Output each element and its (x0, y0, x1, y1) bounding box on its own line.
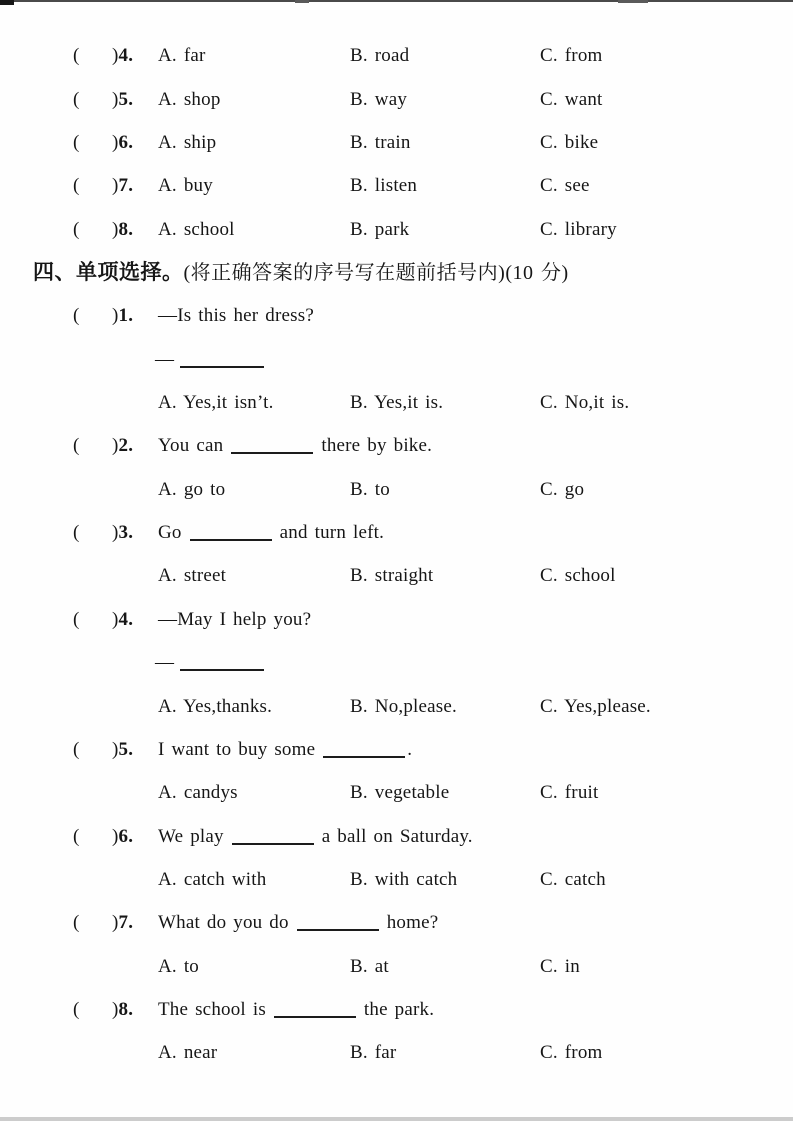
option-b: B. park (350, 219, 410, 240)
answer-bracket-close-num (112, 598, 133, 641)
question-number: 2. (118, 435, 134, 456)
question-number: 6. (118, 132, 134, 153)
close-paren: ) (112, 175, 119, 196)
stem-post: a ball on Saturday. (321, 826, 473, 847)
answer-bracket-open: ( (73, 435, 80, 456)
question-number: 4. (118, 609, 134, 630)
question-number: 3. (118, 522, 134, 543)
p4-q7-options (0, 945, 793, 988)
answer-bracket-open: ( (73, 305, 80, 326)
scan-edge-bottom (0, 1117, 793, 1121)
option-a: A. candys (158, 782, 238, 803)
stem-post: there by bike. (321, 435, 433, 456)
stem-pre: What do you do (158, 912, 289, 933)
p4-q3-stem (0, 511, 793, 554)
option-b: B. far (350, 1042, 397, 1063)
answer-bracket-close-num (112, 901, 133, 944)
fill-blank (180, 347, 264, 368)
stem-post: the park. (363, 999, 435, 1020)
scan-corner-mark (0, 0, 14, 5)
option-a: A. catch with (158, 869, 267, 890)
p4-q4-options (0, 685, 793, 728)
p3-row-7 (0, 164, 793, 207)
question-stem (158, 424, 432, 467)
close-paren: ) (112, 609, 119, 630)
p4-q3-options (0, 554, 793, 597)
stem-pre: Go (158, 522, 182, 543)
question-number: 1. (118, 305, 134, 326)
p4-q1-options (0, 381, 793, 424)
answer-bracket-close-num (112, 424, 133, 467)
fill-blank (232, 824, 314, 845)
fill-blank (190, 520, 272, 541)
option-c: C. in (540, 956, 580, 977)
close-paren: ) (112, 132, 119, 153)
answer-bracket-open: ( (73, 522, 80, 543)
option-a: A. go to (158, 479, 226, 500)
close-paren: ) (112, 912, 119, 933)
answer-bracket-open: ( (73, 132, 80, 153)
p3-row-8 (0, 208, 793, 251)
option-a: A. street (158, 565, 227, 586)
p3-row-6 (0, 121, 793, 164)
answer-bracket-open: ( (73, 89, 80, 110)
section-title: 四、单项选择。 (33, 261, 184, 284)
option-c: C. Yes,please. (540, 696, 651, 717)
p4-q8-stem (0, 988, 793, 1031)
option-c: C. want (540, 89, 603, 110)
close-paren: ) (112, 305, 119, 326)
option-b: B. vegetable (350, 782, 450, 803)
p4-q6-options (0, 858, 793, 901)
reply-dash: — (155, 349, 175, 370)
section-header-row (0, 251, 793, 294)
answer-bracket-open: ( (73, 999, 80, 1020)
p4-q2-stem (0, 424, 793, 467)
p4-q1-reply (0, 338, 793, 381)
answer-bracket-open: ( (73, 912, 80, 933)
option-c: C. catch (540, 869, 606, 890)
answer-bracket-close-num (112, 34, 133, 77)
question-number: 5. (118, 739, 134, 760)
option-c: C. school (540, 565, 616, 586)
fill-blank (231, 433, 313, 454)
option-b: B. listen (350, 175, 418, 196)
close-paren: ) (112, 219, 119, 240)
question-stem: —Is this her dress? (158, 305, 314, 326)
stem-pre: We play (158, 826, 224, 847)
question-stem (158, 728, 412, 771)
option-a: A. buy (158, 175, 213, 196)
option-c: C. go (540, 479, 585, 500)
option-a: A. to (158, 956, 199, 977)
fill-blank (180, 650, 264, 671)
option-c: C. library (540, 219, 617, 240)
answer-bracket-close-num (112, 988, 133, 1031)
answer-bracket-close-num (112, 164, 133, 207)
p4-q5-options (0, 771, 793, 814)
reply-dash: — (155, 652, 175, 673)
fill-blank (297, 910, 379, 931)
stem-pre: The school is (158, 999, 266, 1020)
option-b: B. with catch (350, 869, 458, 890)
answer-bracket-open: ( (73, 609, 80, 630)
question-stem (158, 511, 384, 554)
answer-bracket-open: ( (73, 826, 80, 847)
stem-post: . (407, 739, 413, 760)
reply-line (155, 338, 272, 381)
option-a: A. near (158, 1042, 218, 1063)
question-number: 8. (118, 999, 134, 1020)
answer-bracket-close-num (112, 294, 133, 337)
p3-row-4 (0, 34, 793, 77)
close-paren: ) (112, 826, 119, 847)
stem-pre: You can (158, 435, 224, 456)
p4-q1-stem (0, 294, 793, 337)
option-b: B. straight (350, 565, 434, 586)
option-a: A. far (158, 45, 206, 66)
option-b: B. Yes,it is. (350, 392, 444, 413)
answer-bracket-close-num (112, 208, 133, 251)
question-stem (158, 901, 438, 944)
answer-bracket-close-num (112, 78, 133, 121)
p4-q4-stem (0, 598, 793, 641)
question-number: 7. (118, 175, 134, 196)
p4-q6-stem (0, 815, 793, 858)
p4-q4-reply (0, 641, 793, 684)
option-b: B. road (350, 45, 410, 66)
option-b: B. way (350, 89, 408, 110)
option-b: B. No,please. (350, 696, 457, 717)
scan-mark-2 (618, 0, 648, 3)
stem-post: and turn left. (279, 522, 385, 543)
fill-blank (323, 737, 405, 758)
p3-row-5 (0, 78, 793, 121)
option-a: A. ship (158, 132, 217, 153)
section-instructions: (将正确答案的序号写在题前括号内)(10 分) (183, 262, 569, 284)
option-c: C. fruit (540, 782, 599, 803)
answer-bracket-close-num (112, 815, 133, 858)
question-number: 5. (118, 89, 134, 110)
reply-line (155, 641, 272, 684)
close-paren: ) (112, 435, 119, 456)
answer-bracket-open: ( (73, 739, 80, 760)
option-c: C. from (540, 45, 603, 66)
option-a: A. Yes,thanks. (158, 696, 273, 717)
option-c: C. bike (540, 132, 599, 153)
fill-blank (274, 997, 356, 1018)
option-a: A. shop (158, 89, 221, 110)
close-paren: ) (112, 999, 119, 1020)
close-paren: ) (112, 89, 119, 110)
answer-bracket-close-num (112, 511, 133, 554)
stem-post: home? (386, 912, 439, 933)
answer-bracket-open: ( (73, 219, 80, 240)
scan-mark-1 (295, 0, 309, 3)
option-b: B. at (350, 956, 389, 977)
question-stem (158, 815, 473, 858)
close-paren: ) (112, 522, 119, 543)
stem-pre: I want to buy some (158, 739, 316, 760)
p4-q7-stem (0, 901, 793, 944)
option-c: C. see (540, 175, 590, 196)
close-paren: ) (112, 739, 119, 760)
option-c: C. No,it is. (540, 392, 630, 413)
question-number: 4. (118, 45, 134, 66)
question-stem (158, 988, 434, 1031)
p4-q5-stem (0, 728, 793, 771)
option-b: B. train (350, 132, 411, 153)
answer-bracket-open: ( (73, 45, 80, 66)
p4-q8-options (0, 1031, 793, 1074)
question-number: 6. (118, 826, 134, 847)
question-number: 8. (118, 219, 134, 240)
option-b: B. to (350, 479, 390, 500)
answer-bracket-close-num (112, 121, 133, 164)
close-paren: ) (112, 45, 119, 66)
answer-bracket-open: ( (73, 175, 80, 196)
option-a: A. school (158, 219, 235, 240)
scan-edge-top (0, 0, 793, 2)
option-a: A. Yes,it isn’t. (158, 392, 274, 413)
p4-q2-options (0, 468, 793, 511)
answer-bracket-close-num (112, 728, 133, 771)
question-stem: —May I help you? (158, 609, 312, 630)
section-header (33, 251, 569, 295)
option-c: C. from (540, 1042, 603, 1063)
question-number: 7. (118, 912, 134, 933)
